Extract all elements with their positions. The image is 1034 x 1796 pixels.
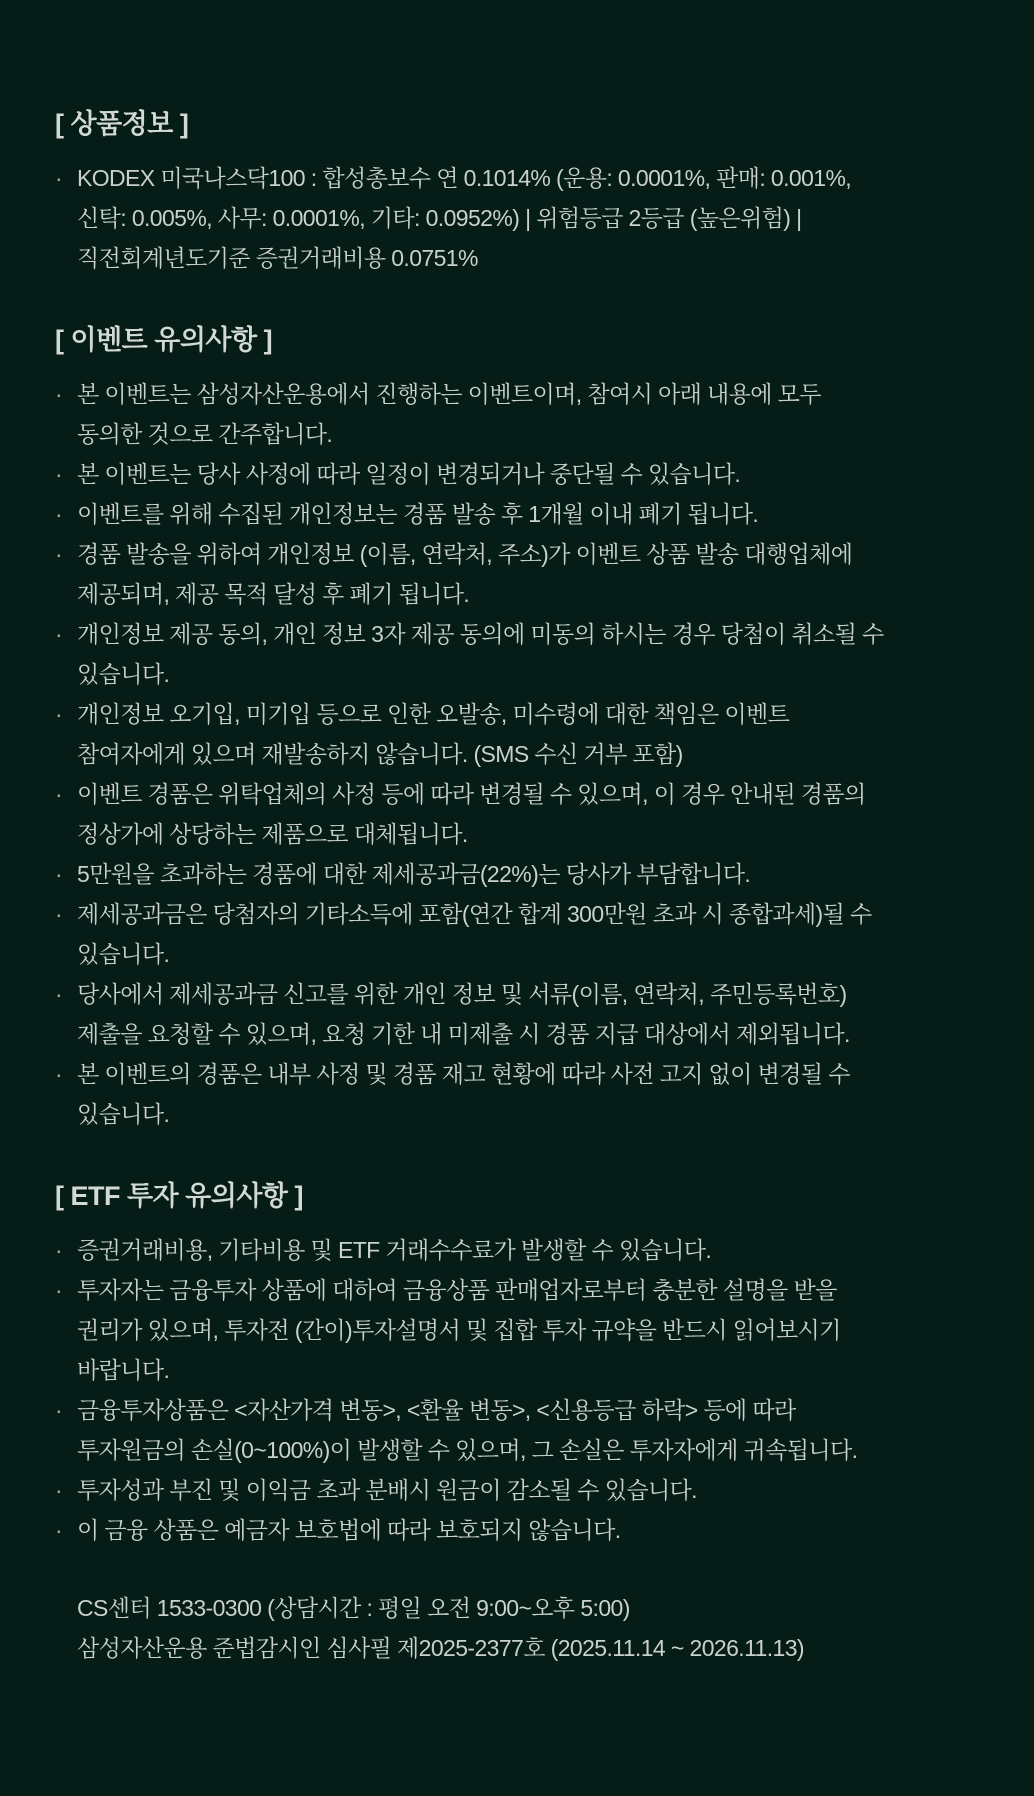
bullet-list [55, 158, 1005, 278]
bullet-icon: · [55, 541, 63, 567]
list-item-text: 제출을 요청할 수 있으며, 요청 기한 내 미제출 시 경품 지급 대상에서 제외됩니다. [77, 1021, 850, 1047]
list-item-text: 제세공과금은 당첨자의 기타소득에 포함(연간 합계 300만원 초과 시 종합과세)될 수 [77, 901, 872, 927]
list-item-text: 동의한 것으로 간주합니다. [77, 421, 333, 447]
list-item [55, 1230, 1005, 1270]
list-item [55, 894, 1005, 974]
section [55, 316, 1005, 1134]
bullet-icon: · [55, 461, 63, 487]
section [55, 100, 1005, 278]
list-item-text: 본 이벤트는 당사 사정에 따라 일정이 변경되거나 중단될 수 있습니다. [77, 461, 741, 487]
list-item-text: 신탁: 0.005%, 사무: 0.0001%, 기타: 0.0952%) | 위험등급 2등급 (높은위험) | [77, 205, 802, 231]
list-item-text: 본 이벤트의 경품은 내부 사정 및 경품 재고 현황에 따라 사전 고지 없이 변경될 수 [77, 1061, 850, 1087]
list-item-text: 이벤트 경품은 위탁업체의 사정 등에 따라 변경될 수 있으며, 이 경우 안내된 경품의 [77, 781, 866, 807]
bullet-icon: · [55, 901, 63, 927]
list-item-text: 제공되며, 제공 목적 달성 후 폐기 됩니다. [77, 581, 470, 607]
list-item-text: 투자원금의 손실(0~100%)이 발생할 수 있으며, 그 손실은 투자자에게 귀속됩니다. [77, 1437, 858, 1463]
list-item-text: 바랍니다. [77, 1357, 170, 1383]
section [55, 1172, 1005, 1550]
list-item [55, 1390, 1005, 1470]
bullet-list [55, 1230, 1005, 1550]
list-item-text: 금융투자상품은 <자산가격 변동>, <환율 변동>, <신용등급 하락> 등에 따라 [77, 1397, 796, 1423]
section-title: [ 이벤트 유의사항 ] [55, 325, 273, 355]
list-item [55, 1470, 1005, 1510]
bullet-icon: · [55, 501, 63, 527]
list-item-text: 5만원을 초과하는 경품에 대한 제세공과금(22%)는 당사가 부담합니다. [77, 861, 751, 887]
list-item [55, 774, 1005, 854]
bullet-icon: · [55, 981, 63, 1007]
list-item-text: 있습니다. [77, 1101, 170, 1127]
footer [55, 1588, 1005, 1668]
list-item-text: 정상가에 상당하는 제품으로 대체됩니다. [77, 821, 468, 847]
list-item [55, 534, 1005, 614]
list-item-text: 권리가 있으며, 투자전 (간이)투자설명서 및 집합 투자 규약을 반드시 읽어보시기 [77, 1317, 841, 1343]
list-item [55, 1270, 1005, 1390]
list-item [55, 1054, 1005, 1134]
list-item-text: 있습니다. [77, 941, 170, 967]
bullet-icon: · [55, 701, 63, 727]
list-item [55, 158, 1005, 278]
sections [55, 100, 1005, 1550]
list-item [55, 974, 1005, 1054]
list-item-text: 직전회계년도기준 증권거래비용 0.0751% [77, 245, 478, 271]
list-item-text: 투자성과 부진 및 이익금 초과 분배시 원금이 감소될 수 있습니다. [77, 1477, 697, 1503]
list-item-text: 개인정보 제공 동의, 개인 정보 3자 제공 동의에 미동의 하시는 경우 당첨이 취소될 수 [77, 621, 884, 647]
compliance-review-number: 삼성자산운용 준법감시인 심사필 제2025-2377호 (2025.11.14 ~ 2026.11.13) [77, 1635, 804, 1661]
bullet-icon: · [55, 1477, 63, 1503]
list-item-text: 증권거래비용, 기타비용 및 ETF 거래수수료가 발생할 수 있습니다. [77, 1237, 712, 1263]
list-item [55, 454, 1005, 494]
list-item [55, 854, 1005, 894]
list-item-text: 본 이벤트는 삼성자산운용에서 진행하는 이벤트이며, 참여시 아래 내용에 모두 [77, 381, 821, 407]
bullet-icon: · [55, 621, 63, 647]
list-item-text: 이 금융 상품은 예금자 보호법에 따라 보호되지 않습니다. [77, 1517, 621, 1543]
list-item-text: 경품 발송을 위하여 개인정보 (이름, 연락처, 주소)가 이벤트 상품 발송 대행업체에 [77, 541, 853, 567]
list-item-text: 참여자에게 있으며 재발송하지 않습니다. (SMS 수신 거부 포함) [77, 741, 683, 767]
bullet-icon: · [55, 381, 63, 407]
bullet-icon: · [55, 1061, 63, 1087]
bullet-icon: · [55, 1277, 63, 1303]
bullet-icon: · [55, 781, 63, 807]
list-item [55, 1510, 1005, 1550]
bullet-icon: · [55, 1517, 63, 1543]
list-item [55, 374, 1005, 454]
list-item [55, 614, 1005, 694]
list-item [55, 694, 1005, 774]
list-item-text: KODEX 미국나스닥100 : 합성총보수 연 0.1014% (운용: 0.0001%, 판매: 0.001%, [77, 165, 852, 191]
list-item-text: 개인정보 오기입, 미기입 등으로 인한 오발송, 미수령에 대한 책임은 이벤트 [77, 701, 790, 727]
list-item-text: 이벤트를 위해 수집된 개인정보는 경품 발송 후 1개월 이내 폐기 됩니다. [77, 501, 759, 527]
bullet-list [55, 374, 1005, 1134]
cs-center-info: CS센터 1533-0300 (상담시간 : 평일 오전 9:00~오후 5:00) [77, 1595, 630, 1621]
bullet-icon: · [55, 165, 63, 191]
disclaimer-content [55, 100, 1005, 1668]
list-item-text: 당사에서 제세공과금 신고를 위한 개인 정보 및 서류(이름, 연락처, 주민등록번호) [77, 981, 847, 1007]
list-item-text: 투자자는 금융투자 상품에 대하여 금융상품 판매업자로부터 충분한 설명을 받을 [77, 1277, 837, 1303]
bullet-icon: · [55, 861, 63, 887]
section-title: [ ETF 투자 유의사항 ] [55, 1181, 303, 1211]
list-item [55, 494, 1005, 534]
section-title: [ 상품정보 ] [55, 109, 189, 139]
bullet-icon: · [55, 1397, 63, 1423]
bullet-icon: · [55, 1237, 63, 1263]
list-item-text: 있습니다. [77, 661, 170, 687]
